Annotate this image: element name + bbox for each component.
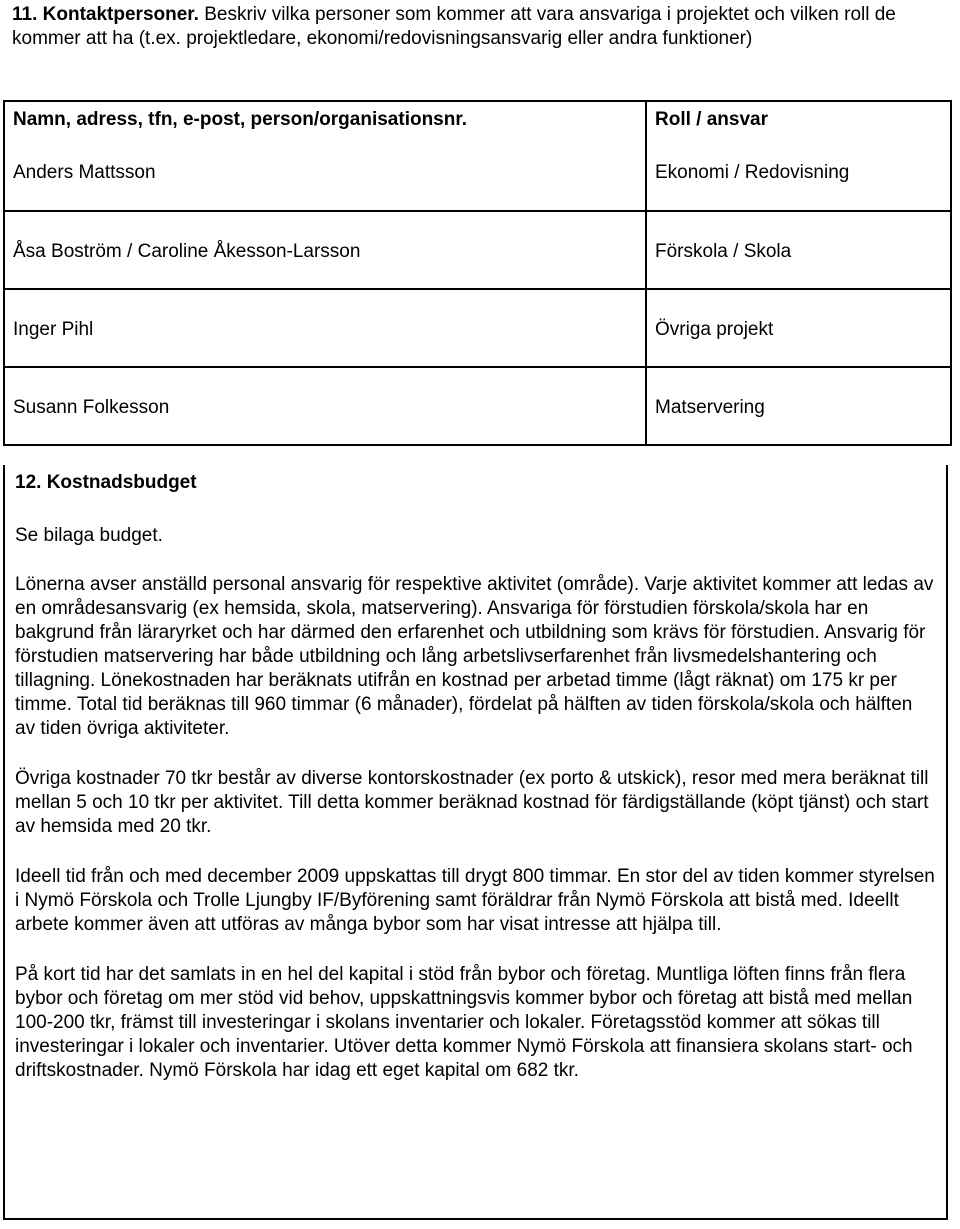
contact-role: Övriga projekt [655, 319, 774, 340]
contact-name-cell [4, 101, 646, 211]
contact-name: Susann Folkesson [13, 397, 170, 418]
contact-name: Åsa Boström / Caroline Åkesson-Larsson [13, 241, 361, 262]
section-12-heading: 12. Kostnadsbudget [15, 472, 197, 493]
budget-section [3, 465, 948, 1220]
section-11-title: Kontaktpersoner. [42, 4, 199, 25]
column-header-role: Roll / ansvar [655, 109, 768, 130]
contact-role: Ekonomi / Redovisning [655, 162, 850, 183]
table-row [4, 101, 951, 211]
contacts-table [3, 100, 952, 446]
contact-name: Inger Pihl [13, 319, 94, 340]
table-row [4, 211, 951, 289]
contact-role: Förskola / Skola [655, 241, 792, 262]
contact-name-cell [4, 211, 646, 289]
column-header-name: Namn, adress, tfn, e-post, person/organisationsnr. [13, 109, 467, 130]
contact-role: Matservering [655, 397, 765, 418]
budget-paragraph: Övriga kostnader 70 tkr består av diverse kontorskostnader (ex porto & utskick), resor med mera beräknat till mellan 5 och 10 tkr per aktivitet. Till detta kommer beräknad kostnad för färdigställande (köpt tjänst) och start av hemsida med 20 tkr. [15, 768, 929, 837]
contact-role-cell [646, 289, 951, 367]
contact-name-cell [4, 367, 646, 445]
contact-name: Anders Mattsson [13, 162, 156, 183]
contact-role-cell [646, 367, 951, 445]
section-11-number: 11. [12, 4, 38, 25]
see-budget-note: Se bilaga budget. [15, 525, 163, 546]
contact-role-cell [646, 101, 951, 211]
budget-paragraph: På kort tid har det samlats in en hel del kapital i stöd från bybor och företag. Muntliga löften finns från flera bybor och företag om mer stöd vid behov, uppskattningsvis kommer bybor och företag att bistå med mellan 100-200 tkr, främst till investeringar i skolans inventarier och lokaler. Företagsstöd kommer att sökas till investeringar i lokaler och inventarier. Utöver detta kommer Nymö Förskola att finansiera skolans start- och driftskostnader. Nymö Förskola har idag ett eget kapital om 682 tkr. [15, 964, 913, 1081]
budget-paragraph: Ideell tid från och med december 2009 uppskattas till drygt 800 timmar. En stor del av tiden kommer styrelsen i Nymö Förskola och Trolle Ljungby IF/Byförening samt föräldrar från Nymö Förskola att bistå med. Ideellt arbete kommer även att utföras av många bybor som har visat intresse att hjälpa till. [15, 866, 935, 935]
budget-paragraph: Lönerna avser anställd personal ansvarig för respektive aktivitet (område). Varje aktivitet kommer att ledas av en områdesansvarig (ex hemsida, skola, matservering). Ansvariga för förstudien förskola/skola har en bakgrund från läraryrket och har därmed den erfarenhet och utbildning som krävs för förstudien. Ansvarig för förstudien matservering har både utbildning och lång arbetslivserfarenhet från livsmedelshantering och tillagning. Lönekostnaden har beräknats utifrån en kostnad per arbetad timme (lågt räknat) om 175 kr per timme. Total tid beräknas till 960 timmar (6 månader), fördelat på hälften av tiden förskola/skola och hälften av tiden övriga aktiviteter. [15, 574, 934, 739]
table-row [4, 289, 951, 367]
contact-name-cell [4, 289, 646, 367]
section-11-description: Beskriv vilka personer som kommer att vara ansvariga i projektet och vilken roll de kommer att ha (t.ex. projektledare, ekonomi/redovisningsansvarig eller andra funktioner) [12, 4, 896, 49]
section-11-heading [12, 3, 950, 51]
table-row [4, 367, 951, 445]
contact-role-cell [646, 211, 951, 289]
